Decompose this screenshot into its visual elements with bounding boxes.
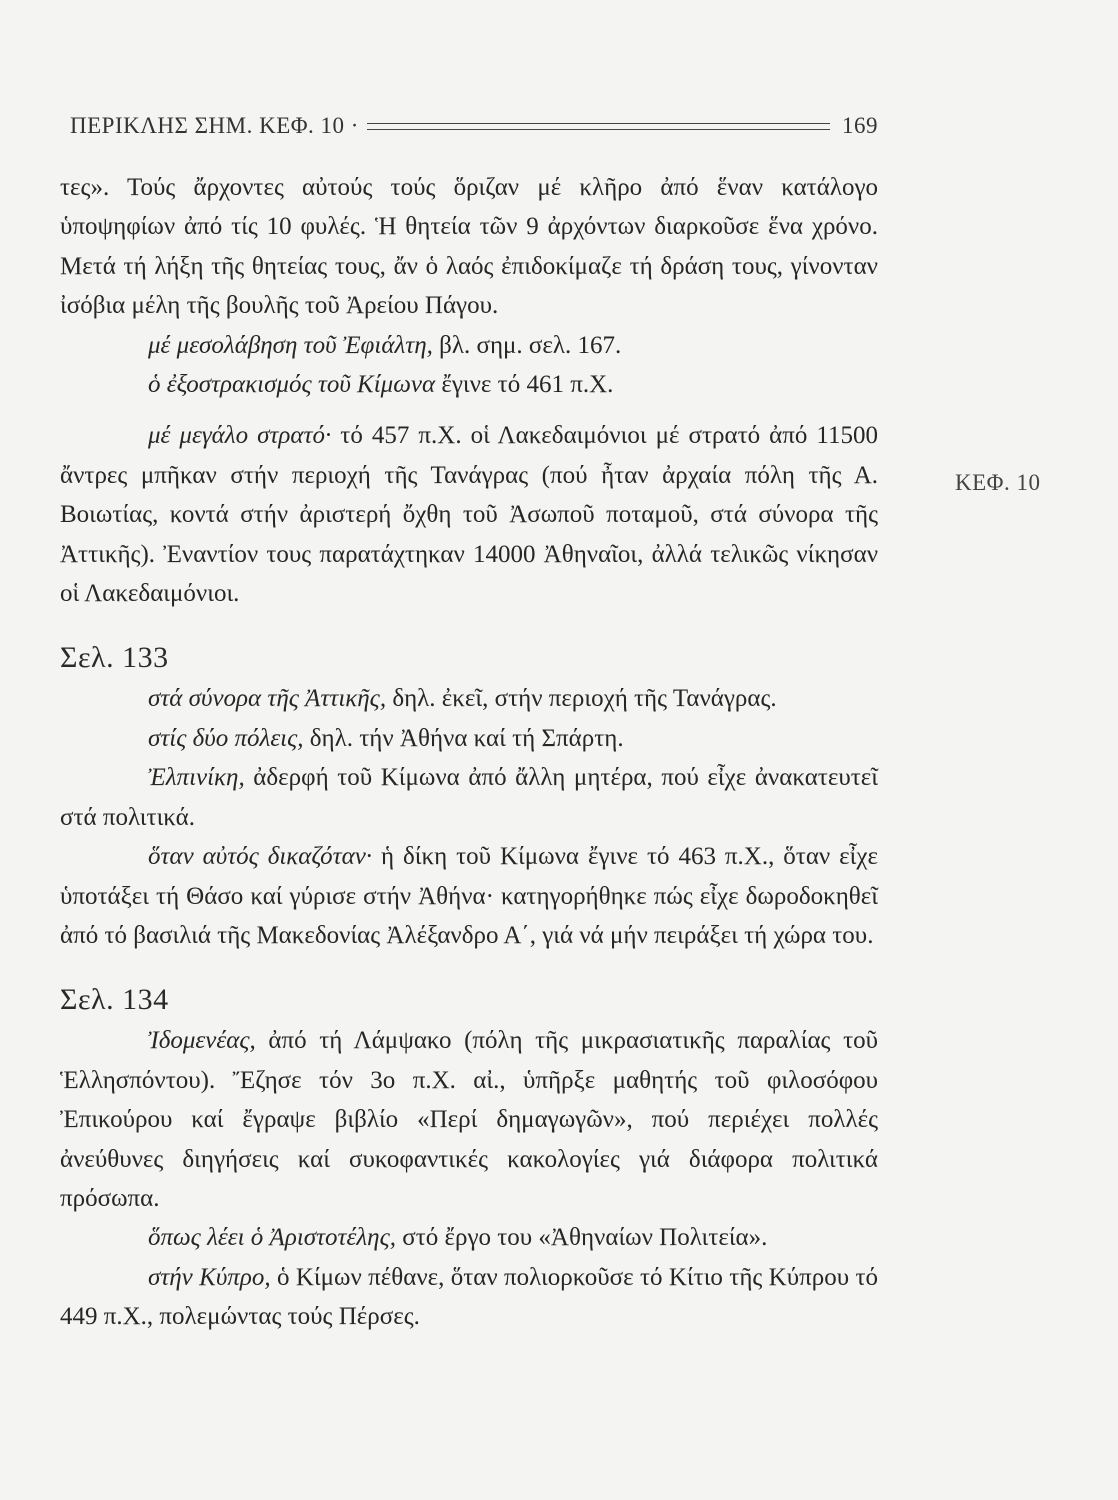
note-text: βλ. σημ. σελ. 167. [432,331,622,359]
note-exostrakismos [60,365,878,404]
note-kypros [60,1258,878,1337]
section-heading-133: Σελ. 133 [60,641,169,675]
note-megalo-strato [60,416,878,613]
note-lemma: στά σύνορα τῆς Ἀττικῆς, [148,685,387,713]
section-heading-134: Σελ. 134 [60,983,169,1017]
note-lemma: Ἰδομενέας, [148,1027,256,1055]
notes-text-column [60,168,878,1337]
running-header-title: ΠΕΡΙΚΛΗΣ ΣΗΜ. ΚΕΦ. 10 · [70,113,359,138]
continued-paragraph: τες». Τούς ἄρχοντες αὐτούς τούς ὅριζαν μέ κλῆρο ἀπό ἕναν κατάλογο ὑποψηφίων ἀπό τίς 10 φυλές. Ἡ θητεία τῶν 9 ἀρχόντων διαρκοῦσε ἕνα χρόνο. Μετά τή λήξη τῆς θητείας τους, ἄν ὁ λαός ἐπιδοκίμαζε τή δράση τους, γίνονταν ἰσόβια μέλη τῆς βουλῆς τοῦ Ἀρείου Πάγου. [60,174,878,320]
note-text: τό 457 π.Χ. οἱ Λακεδαιμόνιοι μέ στρατό ἀπό 11500 ἄντρες μπῆκαν στήν περιοχή τῆς Τανάγρας (πού ἦταν ἀρχαία πόλη τῆς Α. Βοιωτίας, κοντά στήν ἀριστερή ὄχθη τοῦ Ἀσωποῦ ποταμοῦ, στά σύνορα τῆς Ἀττικῆς). Ἐναντίον τους παρατάχτηκαν 14000 Ἀθηναῖοι, ἀλλά τελικῶς νίκησαν οἱ Λακεδαιμόνιοι. [60,422,878,608]
note-text: ἔγινε τό 461 π.Χ. [435,371,614,399]
note-diki-kimona [60,837,878,955]
note-text: δηλ. ἐκεῖ, στήν περιοχή τῆς Τανάγρας. [386,685,777,713]
note-lemma: μέ μεσολάβηση τοῦ Ἐφιάλτη, [148,331,433,359]
note-text: ὁ Κίμων πέθανε, ὅταν πολιορκοῦσε τό Κίτιο τῆς Κύπρου τό 449 π.Χ., πολεμώντας τούς Πέρσες. [60,1263,879,1331]
note-lemma: ὅταν αὐτός δικαζόταν· [148,843,373,871]
note-lemma: Ἐλπινίκη, [148,764,245,792]
margin-chapter-note: ΚΕΦ. 10 [955,470,1041,495]
note-synora-attikis [60,679,878,718]
note-text: ἀδερφή τοῦ Κίμωνα ἀπό ἄλλη μητέρα, πού εἶχε ἀνακατευτεῖ στά πολιτικά. [60,764,878,831]
header-double-rule [367,123,830,130]
running-header [70,108,878,144]
note-text: δηλ. τήν Ἀθήνα καί τή Σπάρτη. [303,724,624,752]
note-lemma: στίς δύο πόλεις, [148,724,304,752]
page-number: 169 [842,113,878,138]
note-elpiniki [60,758,878,837]
note-mesolavisi [60,326,878,365]
note-aristotelis [60,1218,878,1257]
note-idomeneas [60,1021,878,1218]
note-text: στό ἔργο του «Ἀθηναίων Πολιτεία». [395,1224,768,1252]
note-text: ἡ δίκη τοῦ Κίμωνα ἔγινε τό 463 π.Χ., ὅταν εἶχε ὑποτάξει τή Θάσο καί γύρισε στήν Ἀθήνα· κατηγορήθηκε πώς εἶχε δωροδοκηθεῖ ἀπό τό βασιλιά τῆς Μακεδονίας Ἀλέξανδρο Α΄, γιά νά μήν πειράξει τή χώρα του. [60,843,879,949]
note-lemma: ὁ ἐξοστρακισμός τοῦ Κίμωνα [148,371,436,399]
note-lemma: στήν Κύπρο, [148,1263,271,1291]
note-lemma: ὅπως λέει ὁ Ἀριστοτέλης, [148,1224,396,1252]
note-lemma: μέ μεγάλο στρατό· [148,422,332,450]
note-dyo-poleis [60,719,878,758]
note-text: ἀπό τή Λάμψακο (πόλη τῆς μικρασιατικῆς παραλίας τοῦ Ἑλλησπόντου). Ἔζησε τόν 3ο π.Χ. αἰ., ὑπῆρξε μαθητής τοῦ φιλοσόφου Ἐπικούρου καί ἔγραψε βιβλίο «Περί δημαγωγῶν», πού περιέχει πολλές ἀνεύθυνες διηγήσεις καί συκοφαντικές κακολογίες γιά διάφορα πολιτικά πρόσωπα. [60,1027,878,1212]
